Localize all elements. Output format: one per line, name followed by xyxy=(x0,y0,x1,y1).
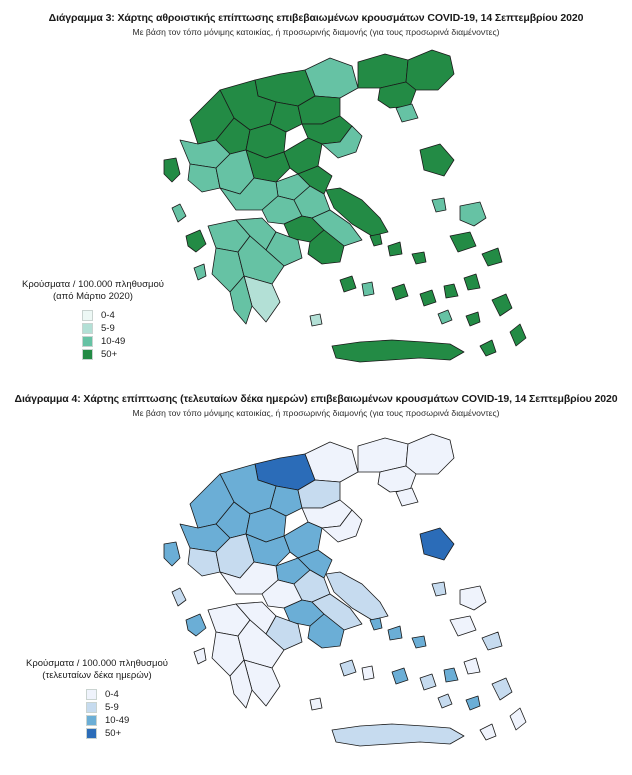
map2-island-58 xyxy=(310,698,322,710)
map2-legend-item xyxy=(86,727,168,740)
map1-title: Διάγραμμα 3: Χάρτης αθροιστικής επίπτωσης επιβεβαιωμένων κρουσμάτων COVID-19, 14 Σεπτεμβρίου 2020 xyxy=(48,12,584,24)
map1-island-41 xyxy=(460,202,486,226)
map1-island-54 xyxy=(510,324,526,346)
map2-island-41 xyxy=(460,586,486,610)
map1-island-50 xyxy=(420,290,436,306)
map2-island-40 xyxy=(432,582,446,596)
map1-legend-item xyxy=(82,322,164,335)
map1-island-46 xyxy=(482,248,502,266)
legend-swatch xyxy=(82,336,93,347)
map1-island-40 xyxy=(432,198,446,212)
map2-island-37 xyxy=(194,648,206,664)
legend-swatch xyxy=(82,349,93,360)
map2-island-35 xyxy=(172,588,186,606)
legend-label: 10-49 xyxy=(105,715,130,726)
map1-island-43 xyxy=(388,242,402,256)
map2-legend-item xyxy=(86,714,168,727)
map1-subtitle: Με βάση τον τόπο μόνιμης κατοικίας, ή προσωρινής διαμονής (για τους προσωρινά διαμένοντες) xyxy=(132,27,500,37)
map2-island-45 xyxy=(450,616,476,636)
map1-legend-title: Κρούσματα / 100.000 πληθυσμού xyxy=(22,279,164,290)
map1-island-53 xyxy=(492,294,512,316)
map2-title: Διάγραμμα 4: Χάρτης επίπτωσης (τελευταίων δέκα ημερών) επιβεβαιωμένων κρουσμάτων COVID-19, 14 Σεπτεμβρίου 2020 xyxy=(14,393,618,405)
map2-island-50 xyxy=(420,674,436,690)
map1-island-49 xyxy=(392,284,408,300)
legend-label: 5-9 xyxy=(105,702,119,713)
map1-island-35 xyxy=(172,204,186,222)
map2-island-56 xyxy=(466,696,480,710)
map2-legend-item xyxy=(86,701,168,714)
map2-legend-item xyxy=(86,688,168,701)
map1-island-51 xyxy=(444,284,458,298)
map2-legend xyxy=(26,658,168,740)
legend-label: 50+ xyxy=(101,349,118,360)
map2-island-53 xyxy=(492,678,512,700)
map1-island-58 xyxy=(310,314,322,326)
legend-label: 10-49 xyxy=(101,336,126,347)
map1-legend-item xyxy=(82,348,164,361)
map2-island-47 xyxy=(340,660,356,676)
legend-label: 5-9 xyxy=(101,323,115,334)
map1-legend-item xyxy=(82,335,164,348)
map2-island-43 xyxy=(388,626,402,640)
map1-island-55 xyxy=(480,340,496,356)
map2-island-57 xyxy=(438,694,452,708)
legend-label: 50+ xyxy=(105,728,122,739)
map1-island-47 xyxy=(340,276,356,292)
map2-island-54 xyxy=(510,708,526,730)
legend-swatch xyxy=(82,310,93,321)
map2-region-14 xyxy=(188,548,220,576)
map2-island-36 xyxy=(186,614,206,636)
map1-island-52 xyxy=(464,274,480,290)
map1-region-2 xyxy=(406,50,454,90)
map2-island-46 xyxy=(482,632,502,650)
map2-island-34 xyxy=(164,542,180,566)
map1-island-39 xyxy=(420,144,454,176)
map1-island-44 xyxy=(412,252,426,264)
map1-region-14 xyxy=(188,164,220,192)
map1-island-37 xyxy=(194,264,206,280)
legend-swatch xyxy=(86,702,97,713)
map1-island-36 xyxy=(186,230,206,252)
legend-swatch xyxy=(86,728,97,739)
map2-island-51 xyxy=(444,668,458,682)
map2-island-44 xyxy=(412,636,426,648)
map2-subtitle: Με βάση τον τόπο μόνιμης κατοικίας, ή προσωρινής διαμονής (για τους προσωρινά διαμένοντες) xyxy=(132,408,500,418)
map2-island-42 xyxy=(370,618,382,630)
legend-swatch xyxy=(82,323,93,334)
map1-island-57 xyxy=(438,310,452,324)
map2-region-2 xyxy=(406,434,454,474)
map1-island-45 xyxy=(450,232,476,252)
map2-island-55 xyxy=(480,724,496,740)
map2-island-39 xyxy=(420,528,454,560)
legend-label: 0-4 xyxy=(101,310,115,321)
legend-label: 0-4 xyxy=(105,689,119,700)
map2-island-52 xyxy=(464,658,480,674)
map2-legend-subtitle: (τελευταίων δέκα ημερών) xyxy=(42,670,152,681)
map1-legend-subtitle: (από Μάρτιο 2020) xyxy=(53,291,133,302)
map1-legend xyxy=(22,279,164,361)
map1-island-56 xyxy=(466,312,480,326)
map1-legend-item xyxy=(82,309,164,322)
map1-island-42 xyxy=(370,234,382,246)
legend-swatch xyxy=(86,689,97,700)
map2-island-59 xyxy=(332,724,464,746)
map1-island-34 xyxy=(164,158,180,182)
map2-legend-title: Κρούσματα / 100.000 πληθυσμού xyxy=(26,658,168,669)
map2-island-48 xyxy=(362,666,374,680)
map1-island-48 xyxy=(362,282,374,296)
map2-island-49 xyxy=(392,668,408,684)
map1-island-59 xyxy=(332,340,464,362)
legend-swatch xyxy=(86,715,97,726)
